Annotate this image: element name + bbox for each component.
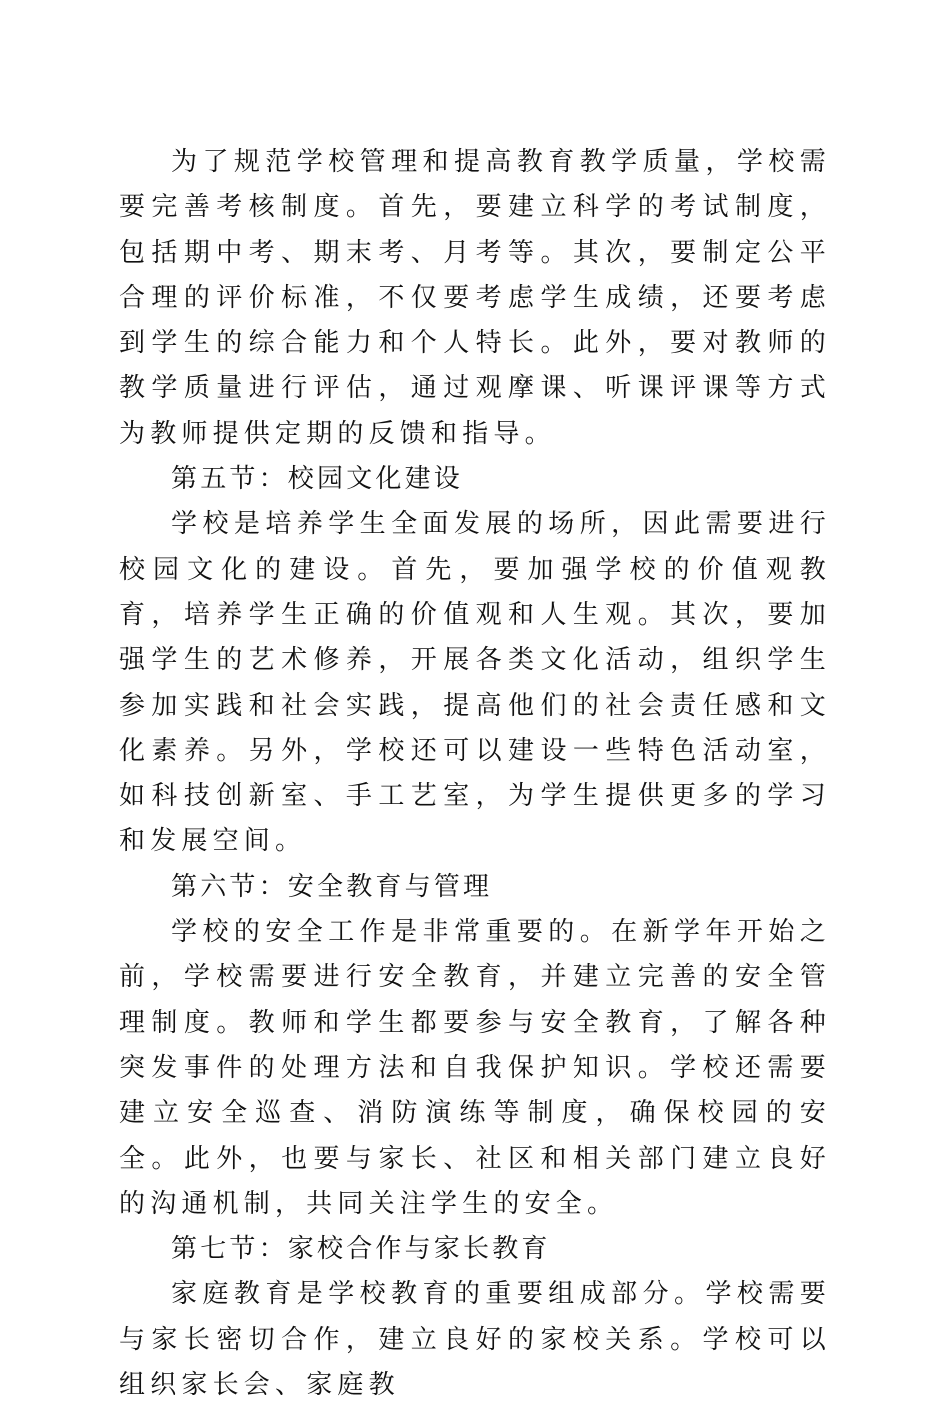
intro-paragraph: 为了规范学校管理和提高教育教学质量，学校需要完善考核制度。首先，要建立科学的考试制度，包括期中考、期末考、月考等。其次，要制定公平合理的评价标准，不仅要考虑学生成绩，还要考虑到学生的综合能力和个人特长。此外，要对教师的教学质量进行评估，通过观摩课、听课评课等方式为教师提供定期的反馈和指导。 [119,147,831,449]
section-heading-7: 第七节：家校合作与家长教育 [171,1234,551,1265]
section-paragraph-7: 家庭教育是学校教育的重要组成部分。学校需要与家长密切合作，建立良好的家校关系。学校可以组织家长会、家庭教 [119,1279,831,1401]
section-paragraph-6: 学校的安全工作是非常重要的。在新学年开始之前，学校需要进行安全教育，并建立完善的安全管理制度。教师和学生都要参与安全教育，了解各种突发事件的处理方法和自我保护知识。学校还需要建立安全巡查、消防演练等制度，确保校园的安全。此外，也要与家长、社区和相关部门建立良好的沟通机制，共同关注学生的安全。 [119,917,831,1219]
document-body [119,140,831,1408]
section-heading-6: 第六节：安全教育与管理 [171,871,493,902]
section-heading-5: 第五节：校园文化建设 [171,464,464,495]
section-paragraph-5: 学校是培养学生全面发展的场所，因此需要进行校园文化的建设。首先，要加强学校的价值观教育，培养学生正确的价值观和人生观。其次，要加强学生的艺术修养，开展各类文化活动，组织学生参加实践和社会实践，提高他们的社会责任感和文化素养。另外，学校还可以建设一些特色活动室，如科技创新室、手工艺室，为学生提供更多的学习和发展空间。 [119,509,831,857]
